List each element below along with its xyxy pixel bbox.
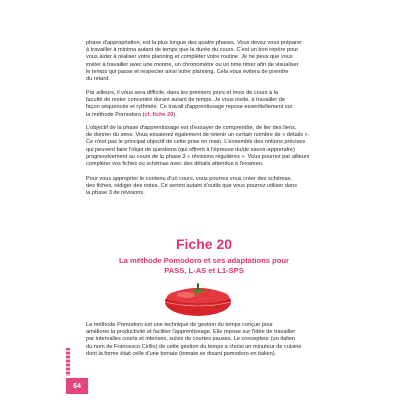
paragraph-appropriation bbox=[86, 40, 322, 83]
fiche-title: Fiche 20 bbox=[175, 236, 233, 252]
fiche-subtitle-line: La méthode Pomodoro et ses adaptations pour bbox=[118, 256, 290, 265]
text-line: La méthode Pomodoro est une technique de gestion du temps conçue pour bbox=[86, 322, 273, 328]
fiche-subtitle-line: PASS, L-AS et L1-SPS bbox=[164, 266, 244, 275]
text-line: du retard. bbox=[86, 76, 110, 83]
fiche-reference-link[interactable]: cf. fiche 20 bbox=[144, 111, 174, 118]
text-line: Par ailleurs, il vous sera difficile, dans les premiers jours et mois de cours à la bbox=[86, 90, 279, 96]
text-line: faculté de rester concentré durant autant de temps. Je vous invite, à travailler de bbox=[86, 97, 285, 104]
text-line: la phase 3 de révisions. bbox=[86, 190, 145, 197]
text-line: à travailler à minima autant de temps que la durée du cours. C'est un bon repère pour bbox=[86, 47, 299, 54]
paragraph-sequence bbox=[86, 90, 322, 119]
text-line: façon séquencée et rythmée. Ce travail d'apprentissage repose essentiellement sur bbox=[86, 104, 293, 111]
text-line: qui peuvent faire l'objet de questions (qui offrent à l'épreuve du/de savoir-apprendre) bbox=[86, 146, 295, 153]
text-line: phase d'appropriation, est la plus longue des quatre phases. Vous devez vous préparer bbox=[86, 40, 302, 46]
text-line: progressivement au cours de la phase 3 « révisions régulières ». Vous pourrez par ailleurs bbox=[86, 153, 310, 160]
page-number: 64 bbox=[66, 378, 88, 394]
margin-accent-bar bbox=[66, 348, 70, 376]
text-line: du nom de Francesco Cirillo) de cette gestion du temps a choisi un minuteur de cuisine bbox=[86, 343, 302, 350]
text-line: compléter vos fiches ou schémas avec des détails attendus à l'examen. bbox=[86, 161, 264, 168]
paragraph-pomodoro bbox=[86, 322, 322, 358]
text-line: inviter à travailler avec une montre, un chronomètre ou un time timer afin de visualiser bbox=[86, 61, 299, 68]
text-line: par intervalles courts et intenses, suivis de courtes pauses. Le concepteur (un italien bbox=[86, 336, 295, 343]
text-line: Pour vous approprier le contenu d'un cours, vous pourrez vous créer des schémas, bbox=[86, 176, 292, 182]
paragraph-tools bbox=[86, 176, 322, 198]
text-line: de donner du sens. Vous essaierez également de retenir un certain nombre de « détails ». bbox=[86, 132, 310, 139]
text-line: dont la forme était celle d'une tomate (tomate se disant pomodoro en italien). bbox=[86, 350, 277, 357]
fiche-subtitle bbox=[86, 256, 322, 276]
text-line: des fiches, rédiger des notes. Ce seront autant d'outils que vous pourrez utiliser dans bbox=[86, 183, 297, 190]
text-line: L'objectif de la phase d'apprentissage est d'essayer de comprendre, de lier des liens, bbox=[86, 125, 297, 131]
text-line: le temps qui passe et respecter ainsi votre planning. Cela vous évitera de prendre bbox=[86, 68, 289, 75]
tomato-timer-image bbox=[158, 278, 238, 318]
text-line: améliorer la productivité et faciliter l'apprentissage. Elle repose sur l'idée de travailler bbox=[86, 329, 296, 336]
paragraph-objective bbox=[86, 125, 322, 168]
text-line: vous aider à réaliser votre planning et compléter votre routine. Je ne peux que vous bbox=[86, 54, 293, 61]
text-line: Ce n'est pas le principal objectif de cette prise en main. L'ensemble des notions précises bbox=[86, 139, 306, 146]
text-line: la méthode Pomodoro (cf. fiche 20). bbox=[86, 111, 177, 118]
